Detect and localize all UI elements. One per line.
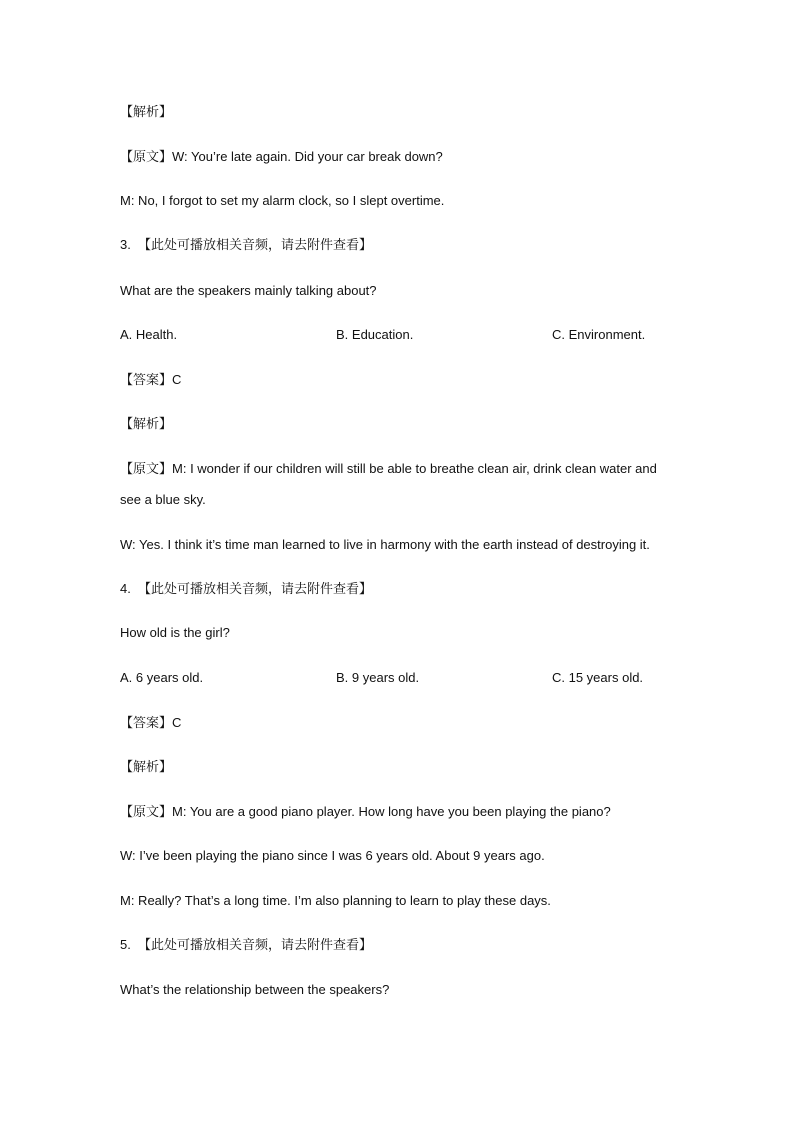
q4-transcript-line-2: W: I’ve been playing the piano since I was 6 years old. About 9 years ago. [120,848,545,863]
q4-transcript [120,803,680,821]
q2-transcript-line-1: W: You’re late again. Did your car break down? [172,149,443,164]
q3-transcript [120,453,680,515]
q3-answer [120,371,680,389]
q4-answer-value: C [172,715,182,730]
q2-analysis-label: 【解析】 [120,104,173,119]
q3-transcript-line-2: W: Yes. I think it’s time man learned to live in harmony with the earth instead of destroying it. [120,537,650,552]
q4-answer [120,714,680,732]
q4-option-c: C. 15 years old. [552,670,644,685]
q3-transcript-line-1: M: I wonder if our children will still be able to breathe clean air, drink clean water and see a blue sky. [120,461,657,507]
q3-audio-note: 【此处可播放相关音频，请去附件查看】 [138,237,373,252]
q5-question: What’s the relationship between the speakers? [120,982,390,997]
q4-answer-label: 【答案】 [120,715,173,730]
q3-question: What are the speakers mainly talking about? [120,283,377,298]
q3-option-b: B. Education. [336,327,414,342]
q3-analysis-label: 【解析】 [120,416,173,431]
q4-transcript-label: 【原文】 [120,804,173,819]
q4-number: 4. [120,581,131,596]
q2-transcript-line-2: M: No, I forgot to set my alarm clock, so I slept overtime. [120,193,445,208]
q4-transcript-line-3: M: Really? That’s a long time. I’m also planning to learn to play these days. [120,893,551,908]
q3-answer-value: C [172,372,182,387]
q3-option-a: A. Health. [120,327,178,342]
q5-header [120,936,680,954]
q5-number: 5. [120,937,131,952]
q4-analysis-label: 【解析】 [120,759,173,774]
q3-number: 3. [120,237,131,252]
q4-audio-note: 【此处可播放相关音频，请去附件查看】 [138,581,373,596]
q4-transcript-line-1: M: You are a good piano player. How long have you been playing the piano? [172,804,611,819]
q3-header [120,236,680,254]
q4-option-b: B. 9 years old. [336,670,420,685]
q4-option-a: A. 6 years old. [120,670,204,685]
q4-question: How old is the girl? [120,625,230,640]
q3-answer-label: 【答案】 [120,372,173,387]
q2-transcript-label: 【原文】 [120,149,173,164]
q4-header [120,580,680,598]
q3-transcript-label: 【原文】 [120,461,173,476]
q5-audio-note: 【此处可播放相关音频，请去附件查看】 [138,937,373,952]
q3-option-c: C. Environment. [552,327,646,342]
q2-transcript [120,148,680,166]
